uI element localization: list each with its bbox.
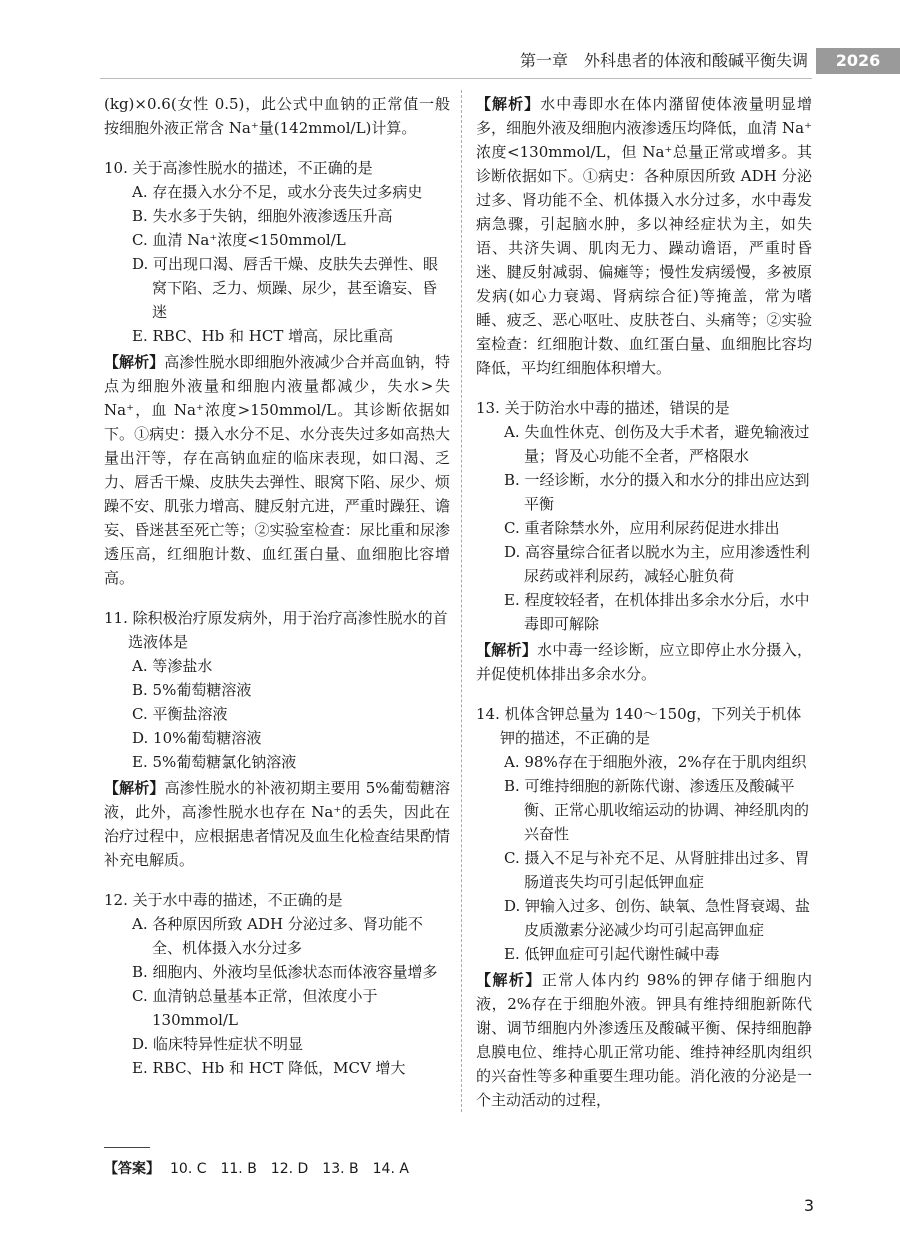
question-stem: 11. 除积极治疗原发病外，用于治疗高渗性脱水的首选液体是 [104,609,448,651]
option-e: E. RBC、Hb 和 HCT 增高，尿比重高 [132,327,394,345]
column-divider [461,90,462,1112]
question-13 [476,396,812,686]
option-e: E. RBC、Hb 和 HCT 降低，MCV 增大 [132,1059,406,1077]
analysis [104,350,450,590]
question-10 [104,156,450,590]
answer-key [104,1158,409,1178]
analysis-text: 高渗性脱水的补液初期主要用 5%葡萄糖溶液，此外，高渗性脱水也存在 Na⁺的丢失，因此在治疗过程中，应根据患者情况及血生化检查结果酌情补充电解质。 [104,779,450,869]
option-a: A. 98%存在于细胞外液，2%存在于肌肉组织 [504,753,807,771]
question-stem: 10. 关于高渗性脱水的描述，不正确的是 [104,159,373,177]
option-c: C. 重者除禁水外，应用利尿药促进水排出 [504,519,780,537]
page-header [0,48,900,74]
analysis-text: 水中毒一经诊断，应立即停止水分摄入，并促使机体排出多余水分。 [476,641,812,683]
left-column [104,90,450,1080]
answer-key-values: 10. C 11. B 12. D 13. B 14. A [170,1161,409,1177]
option-c: C. 血清 Na⁺浓度<150mmol/L [132,231,346,249]
option-d: D. 可出现口渴、唇舌干燥、皮肤失去弹性、眼窝下陷、乏力、烦躁、尿少，甚至谵妄、昏迷 [132,255,439,321]
option-c: C. 摄入不足与补充不足、从肾脏排出过多、胃肠道丧失均可引起低钾血症 [504,849,810,891]
option-d: D. 钾输入过多、创伤、缺氧、急性肾衰竭、盐皮质激素分泌减少均可引起高钾血症 [504,897,811,939]
option-b: B. 可维持细胞的新陈代谢、渗透压及酸碱平衡、正常心肌收缩运动的协调、神经肌肉的兴奋性 [504,777,810,843]
option-a: A. 失血性休克、创伤及大手术者，避免输液过量；肾及心功能不全者，严格限水 [504,423,810,465]
question-stem: 14. 机体含钾总量为 140～150g，下列关于机体钾的描述，不正确的是 [476,705,802,747]
header-rule [100,78,812,79]
analysis [476,638,812,686]
option-c: C. 平衡盐溶液 [132,705,228,723]
option-b: B. 一经诊断，水分的摄入和水分的排出应达到平衡 [504,471,810,513]
question-stem: 13. 关于防治水中毒的描述，错误的是 [476,399,730,417]
question-12 [104,888,450,1080]
analysis-label: 【解析】 [476,641,538,659]
option-d: D. 高容量综合征者以脱水为主，应用渗透性利尿药或袢利尿药，减轻心脏负荷 [504,543,811,585]
option-a: A. 存在摄入水分不足，或水分丧失过多病史 [132,183,423,201]
question-14 [476,702,812,1112]
chapter-title: 第一章 外科患者的体液和酸碱平衡失调 [519,51,808,70]
analysis-text: 正常人体内约 98%的钾存储于细胞内液，2%存在于细胞外液。钾具有维持细胞新陈代谢、调节细胞内外渗透压及酸碱平衡、保持细胞静息膜电位、维持心肌正常功能、维持神经肌肉组织的兴奋性等多种重要生理功能。消化液的分泌是一个主动活动的过程， [476,971,812,1109]
analysis [104,776,450,872]
question-stem: 12. 关于水中毒的描述，不正确的是 [104,891,343,909]
year-badge: 2026 [816,48,900,74]
analysis-label: 【解析】 [104,353,165,371]
option-a: A. 各种原因所致 ADH 分泌过多、肾功能不全、机体摄入水分过多 [132,915,423,957]
option-b: B. 5%葡萄糖溶液 [132,681,252,699]
right-column [476,90,812,1112]
analysis-12 [476,92,812,380]
footnote-rule [104,1147,150,1148]
option-e: E. 程度较轻者，在机体排出多余水分后，水中毒即可解除 [504,591,810,633]
analysis-label: 【解析】 [104,779,165,797]
option-d: D. 临床特异性症状不明显 [132,1035,304,1053]
option-e: E. 5%葡萄糖氯化钠溶液 [132,753,297,771]
continuation-text: (kg)×0.6(女性 0.5)，此公式中血钠的正常值一般按细胞外液正常含 Na⁺量(142mmol/L)计算。 [104,95,450,137]
option-b: B. 失水多于失钠，细胞外液渗透压升高 [132,207,393,225]
option-b: B. 细胞内、外液均呈低渗状态而体液容量增多 [132,963,438,981]
analysis-text: 高渗性脱水即细胞外液减少合并高血钠，特点为细胞外液量和细胞内液量都减少，失水>失 Na⁺，血 Na⁺浓度>150mmol/L。其诊断依据如下。①病史：摄入水分不足、水分丧失过多如高热大量出汗等，存在高钠血症的临床表现，如口渴、乏力、唇舌干燥、皮肤失去弹性、眼窝下陷、尿少、烦躁不安、肌张力增高、腱反射亢进，严重时躁狂、谵妄、昏迷甚至死亡等；②实验室检查：尿比重和尿渗透压高，红细胞计数、血红蛋白量、血细胞比容增高。 [104,353,450,587]
option-c: C. 血清钠总量基本正常，但浓度小于130mmol/L [132,987,378,1029]
page-number: 3 [803,1196,814,1215]
analysis [476,968,812,1112]
option-a: A. 等渗盐水 [132,657,213,675]
option-e: E. 低钾血症可引起代谢性碱中毒 [504,945,720,963]
option-d: D. 10%葡萄糖溶液 [132,729,262,747]
analysis-text: 水中毒即水在体内潴留使体液量明显增多，细胞外液及细胞内液渗透压均降低，血清 Na⁺浓度<130mmol/L，但 Na⁺总量正常或增多。其诊断依据如下。①病史：各种原因所致 ADH 分泌过多、肾功能不全、机体摄入水分过多，水中毒发病急骤，引起脑水肿，多以神经症状为主，如失语、共济失调、肌肉无力、躁动谵语，严重时昏迷、腱反射减弱、偏瘫等；慢性发病缓慢，多被原发病(如心力衰竭、肾病综合征)等掩盖，常为嗜睡、疲乏、恶心呕吐、皮肤苍白、头痛等；②实验室检查：红细胞计数、血红蛋白量、血细胞比容均降低，平均红细胞体积增大。 [476,95,812,377]
question-11 [104,606,450,872]
analysis-label: 【解析】 [476,95,541,113]
answer-key-label: 【答案】 [104,1161,160,1177]
analysis-label: 【解析】 [476,971,542,989]
